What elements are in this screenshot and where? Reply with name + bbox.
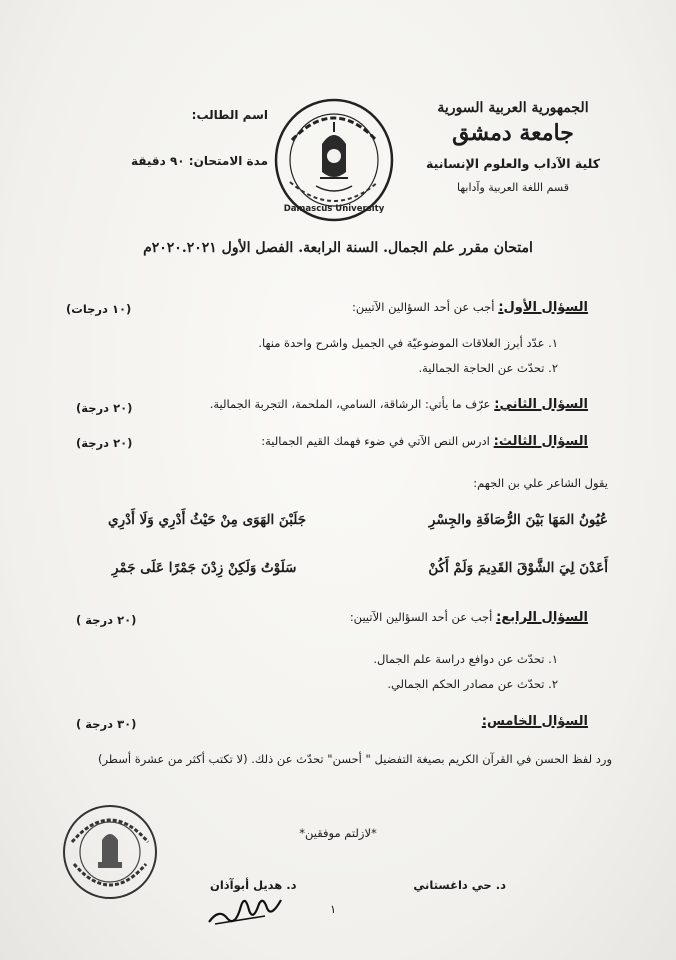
q5-text: ورد لفظ الحسن في القرآن الكريم بصيغة التفضيل " أحسن" تحدّث عن ذلك. (لا تكتب أكثر من عشرة أسطر) <box>97 752 612 766</box>
q1-header <box>352 300 588 315</box>
q1-item-2: ٢. تحدّث عن الحاجة الجمالية. <box>418 361 558 375</box>
q4-item-2: ٢. تحدّث عن مصادر الحكم الجمالي. <box>387 677 558 691</box>
q1-grade: (١٠ درجات) <box>66 302 132 316</box>
faculty-name: كلية الآداب والعلوم الإنسانية <box>426 156 600 171</box>
damascus-university-logo <box>270 96 398 224</box>
header-student-info <box>118 108 268 200</box>
q4-item-1: ١. تحدّث عن دوافع دراسة علم الجمال. <box>373 652 558 666</box>
q2-text: عرّف ما يأتي: الرشاقة، السامي، الملحمة، التجربة الجمالية. <box>209 397 491 411</box>
verse-2-second-hemistich: سَلَوْتُ وَلَكِنْ زِدْنَ جَمْرًا عَلَى جَمْرِ <box>112 560 297 576</box>
verse-1-first-hemistich: عُيُونُ المَهَا بَيْنَ الرُّصَافَةِ والجِسْرِ <box>428 512 608 528</box>
closing-wish: *لازلتم موفقين* <box>299 826 377 840</box>
examiner-right: د. حي داغستاني <box>413 878 506 892</box>
q1-instruction: أجب عن أحد السؤالين الآتيين: <box>351 300 495 314</box>
q2-header <box>210 397 588 412</box>
q4-grade: ( ٢٠ درجة) <box>76 613 137 627</box>
header-institution <box>408 100 618 194</box>
q1-title: السؤال الأول: <box>498 300 588 315</box>
poet-intro: يقول الشاعر علي بن الجهم: <box>473 476 608 490</box>
q5-header <box>482 714 588 729</box>
student-name-label: اسم الطالب: <box>191 108 268 122</box>
exam-duration: مدة الامتحان: ٩٠ دقيقة <box>130 154 268 168</box>
q4-instruction: أجب عن أحد السؤالين الآتيين: <box>349 610 493 624</box>
handwritten-signature <box>205 888 285 928</box>
q3-header <box>261 434 588 449</box>
q3-grade: (٢٠ درجة) <box>76 436 133 450</box>
verse-1-second-hemistich: جَلَبْنَ الهَوَى مِنْ حَيْثُ أَدْرِي وَلَا أَدْرِي <box>108 512 307 528</box>
page-number: ١ <box>330 902 337 916</box>
faculty-stamp <box>60 802 160 902</box>
q5-grade: ( ٣٠ درجة) <box>76 717 137 731</box>
exam-title: امتحان مقرر علم الجمال. السنة الرابعة. الفصل الأول ٢٠٢٠.٢٠٢١م <box>143 240 533 256</box>
q2-grade: (٢٠ درجة) <box>76 401 133 415</box>
q3-title: السؤال الثالث: <box>493 434 588 449</box>
university-name: جامعة دمشق <box>452 120 574 146</box>
q3-text: ادرس النص الآتي في ضوء فهمك القيم الجمالية: <box>261 434 490 448</box>
q5-title: السؤال الخامس: <box>481 714 588 729</box>
verse-2-first-hemistich: أَعَدْنَ لِيَ الشَّوْقَ القَدِيمَ وَلَمْ أَكُنْ <box>428 560 608 576</box>
q4-title: السؤال الرابع: <box>496 610 588 625</box>
department-name: قسم اللغة العربية وآدابها <box>456 181 569 194</box>
republic-name: الجمهورية العربية السورية <box>437 100 589 116</box>
logo-caption: Damascus University <box>283 204 385 214</box>
q4-header <box>350 610 588 625</box>
q1-item-1: ١. عدّد أبرز العلاقات الموضوعيّة في الجميل واشرح واحدة منها. <box>258 336 558 350</box>
q2-title: السؤال الثاني: <box>494 397 588 412</box>
examiner-left: د. هديل أبوآذان <box>210 878 297 892</box>
